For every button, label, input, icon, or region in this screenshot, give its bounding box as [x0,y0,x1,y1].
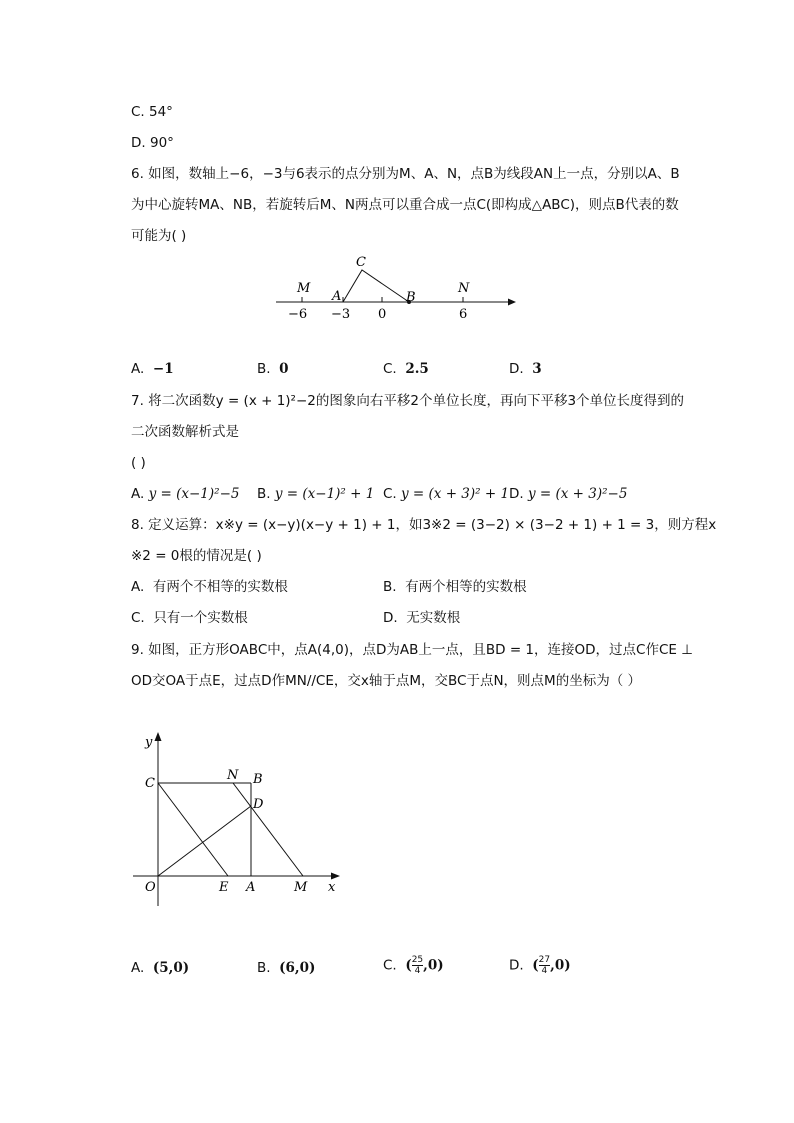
q9-label-d: D [253,797,264,812]
q6-label-a: A [332,289,342,304]
q6-tick-neg3: −3 [331,307,351,322]
q7-stem-line3: ( ) [131,455,146,471]
q9-label-n: N [227,768,239,783]
q7-stem-line2: 二次函数解析式是 [131,424,239,440]
q6-option-b: B. 0 [257,361,289,377]
q6-label-c: C [356,255,366,270]
q6-stem-line3: 可能为( ) [131,228,187,244]
q7-option-c: C. y = (x + 3)² + 1 [383,486,510,502]
q8-stem-line1: 8. 定义运算：x※y = (x−y)(x−y + 1) + 1，如3※2 = (3−2) × (3−2 + 1) + 1 = 3，则方程x [131,517,717,533]
q9-label-a: A [246,880,256,895]
q9-label-b: B [253,772,263,787]
q9-label-x: x [328,880,336,895]
q6-number-line-figure [270,250,530,325]
q6-label-m: M [297,281,311,296]
q6-label-b: B [406,290,416,305]
q6-stem-line1: 6. 如图，数轴上−6，−3与6表示的点分别为M、A、N，点B为线段AN上一点，分别以A、B [131,166,680,182]
q9-label-c: C [145,776,155,791]
q8-option-a: A. 有两个不相等的实数根 [131,579,288,595]
q7-option-a: A. y = (x−1)²−5 [131,486,240,502]
q8-option-b: B. 有两个相等的实数根 [383,579,527,595]
q7-option-b: B. y = (x−1)² + 1 [257,486,375,502]
q9-label-y: y [145,735,153,750]
q9-option-d-fraction: $\frac{27}{4}$ [538,955,551,976]
q6-option-a: A. −1 [131,361,174,377]
q9-square-figure [125,728,355,913]
q8-option-d: D. 无实数根 [383,610,461,626]
q9-label-e: E [219,880,229,895]
q9-stem-line1: 9. 如图，正方形OABC中，点A(4,0)，点D为AB上一点，且BD = 1，连接OD，过点C作CE ⊥ [131,642,693,658]
q9-option-d: D. ( $\frac{27}{4}$ ,0) [509,955,571,976]
q6-option-d: D. 3 [509,361,542,377]
q5-option-d: D. 90° [131,135,174,151]
q9-label-m: M [294,880,308,895]
q9-option-c-fraction: $\frac{25}{4}$ [411,955,424,976]
q6-tick-6: 6 [459,307,468,322]
q7-stem-line1: 7. 将二次函数y = (x + 1)²−2的图象向右平移2个单位长度，再向下平移3个单位长度得到的 [131,393,685,409]
q9-option-a: A. (5,0) [131,960,190,976]
q8-stem-line2: ※2 = 0根的情况是( ) [131,548,262,564]
q8-option-c: C. 只有一个实数根 [131,610,248,626]
q6-tick-neg6: −6 [288,307,308,322]
q6-label-n: N [458,281,470,296]
q6-tick-0: 0 [378,307,387,322]
q7-option-d: D. y = (x + 3)²−5 [509,486,628,502]
q9-option-b: B. (6,0) [257,960,316,976]
q9-stem-line2: OD交OA于点E，过点D作MN//CE，交x轴于点M，交BC于点N，则点M的坐标为（ ） [131,673,641,689]
q5-option-c: C. 54° [131,104,173,120]
q6-option-c: C. 2.5 [383,361,429,377]
q9-option-c: C. ( $\frac{25}{4}$ ,0) [383,955,444,976]
q6-stem-line2: 为中心旋转MA、NB，若旋转后M、N两点可以重合成一点C(即构成△ABC)，则点B代表的数 [131,197,679,213]
q9-label-o: O [145,880,156,895]
